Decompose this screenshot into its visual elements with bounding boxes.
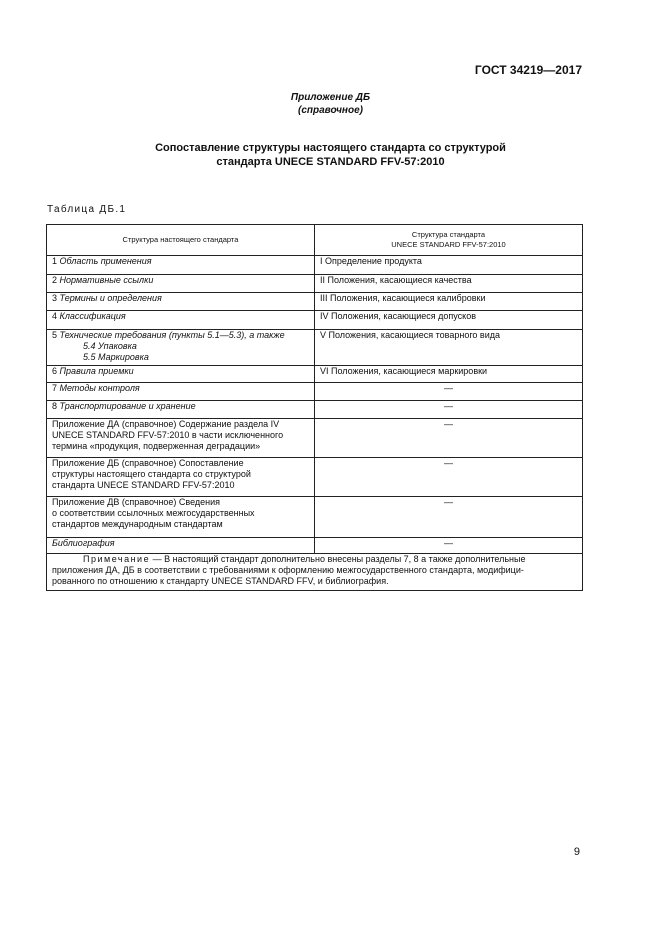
table-row bbox=[47, 275, 583, 293]
left-cell bbox=[47, 256, 315, 275]
left-cell bbox=[47, 330, 315, 366]
section-name: Методы контроля bbox=[59, 383, 140, 393]
page-number: 9 bbox=[573, 846, 580, 858]
left-cell bbox=[47, 366, 315, 383]
cell-line: о соответствии ссылочных межгосударственных bbox=[52, 508, 255, 518]
cell-line: структуры настоящего стандарта со структурой bbox=[52, 469, 251, 479]
section-number: 5 bbox=[52, 330, 58, 340]
table-header-row bbox=[47, 225, 583, 256]
left-cell bbox=[47, 383, 315, 401]
right-cell: VI Положения, касающиеся маркировки bbox=[315, 366, 583, 383]
table-row bbox=[47, 497, 583, 538]
table-row bbox=[47, 419, 583, 458]
subsection-marking: 5.5 Маркировка bbox=[83, 352, 149, 362]
section-name: Технические требования (пункты 5.1—5.3), а также bbox=[59, 330, 285, 340]
section-name: Классификация bbox=[59, 311, 126, 321]
left-cell bbox=[47, 311, 315, 330]
left-cell bbox=[47, 458, 315, 497]
note-text-1: — В настоящий стандарт дополнительно внесены разделы 7, 8 а также дополнительные bbox=[150, 554, 526, 564]
cell-line: стандарта UNECE STANDARD FFV-57:2010 bbox=[52, 480, 235, 490]
right-cell: II Положения, касающиеся качества bbox=[315, 275, 583, 293]
page-title bbox=[0, 141, 661, 169]
header-col-1: Структура настоящего стандарта bbox=[47, 225, 315, 256]
table-row bbox=[47, 293, 583, 311]
title-line-1: Сопоставление структуры настоящего стандарта со структурой bbox=[155, 142, 506, 154]
table-note bbox=[47, 554, 583, 591]
table-caption: Таблица ДБ.1 bbox=[47, 204, 127, 215]
header-col-2-line-1: Структура стандарта bbox=[411, 230, 486, 239]
section-number: 4 bbox=[52, 311, 58, 321]
subsection-packaging: 5.4 Упаковка bbox=[83, 341, 137, 351]
right-cell-dash: — bbox=[315, 458, 583, 497]
document-code: ГОСТ 34219—2017 bbox=[474, 63, 582, 77]
appendix-label: Приложение ДБ bbox=[290, 92, 371, 103]
table-row bbox=[47, 383, 583, 401]
table-row bbox=[47, 311, 583, 330]
right-cell-dash: — bbox=[315, 401, 583, 419]
right-cell-dash: — bbox=[315, 383, 583, 401]
right-cell-dash: — bbox=[315, 419, 583, 458]
note-line-1 bbox=[52, 554, 577, 565]
note-line-3: рованного по отношению к стандарту UNECE STANDARD FFV, и библиография. bbox=[52, 576, 389, 586]
table-row bbox=[47, 458, 583, 497]
cell-line: стандартов международным стандартам bbox=[52, 519, 223, 529]
section-number: 2 bbox=[52, 275, 58, 285]
header-col-2 bbox=[315, 225, 583, 256]
section-name: Транспортирование и хранение bbox=[59, 401, 196, 411]
cell-line: Приложение ДА (справочное) Содержание раздела IV bbox=[52, 419, 280, 429]
left-cell bbox=[47, 419, 315, 458]
table-row bbox=[47, 401, 583, 419]
right-cell: III Положения, касающиеся калибровки bbox=[315, 293, 583, 311]
section-number: 8 bbox=[52, 401, 58, 411]
table-row bbox=[47, 330, 583, 366]
left-cell bbox=[47, 275, 315, 293]
section-name: Правила приемки bbox=[59, 366, 134, 376]
section-number: 7 bbox=[52, 383, 58, 393]
cell-line: Приложение ДБ (справочное) Сопоставление bbox=[52, 458, 244, 468]
right-cell: I Определение продукта bbox=[315, 256, 583, 275]
left-cell bbox=[47, 401, 315, 419]
table-row bbox=[47, 538, 583, 554]
section-number: 1 bbox=[52, 256, 58, 266]
cell-line: UNECE STANDARD FFV-57:2010 в части исключенного bbox=[52, 430, 284, 440]
cell-line: термина «продукция, подверженная деградации» bbox=[52, 441, 261, 451]
section-name: Область применения bbox=[59, 256, 152, 266]
cell-line: Приложение ДВ (справочное) Сведения bbox=[52, 497, 221, 507]
note-label: Примечание bbox=[83, 554, 151, 564]
left-cell bbox=[47, 293, 315, 311]
section-name: Термины и определения bbox=[59, 293, 162, 303]
note-line-2: приложения ДА, ДБ в соответствии с требованиями к оформлению межгосударственного стандарта, модифици- bbox=[52, 565, 524, 575]
section-number: 6 bbox=[52, 366, 58, 376]
left-cell: Библиография bbox=[47, 538, 315, 554]
right-cell-dash: — bbox=[315, 497, 583, 538]
appendix-heading bbox=[0, 91, 661, 117]
right-cell-dash: — bbox=[315, 538, 583, 554]
table-row bbox=[47, 366, 583, 383]
header-col-2-line-2: UNECE STANDARD FFV-57:2010 bbox=[391, 240, 506, 249]
right-cell: V Положения, касающиеся товарного вида bbox=[315, 330, 583, 366]
section-number: 3 bbox=[52, 293, 58, 303]
appendix-type: (справочное) bbox=[298, 105, 363, 116]
comparison-table bbox=[46, 224, 583, 591]
left-cell bbox=[47, 497, 315, 538]
table-note-row bbox=[47, 554, 583, 591]
table-row bbox=[47, 256, 583, 275]
section-name: Нормативные ссылки bbox=[59, 275, 154, 285]
title-line-2: стандарта UNECE STANDARD FFV-57:2010 bbox=[216, 156, 445, 168]
right-cell: IV Положения, касающиеся допусков bbox=[315, 311, 583, 330]
